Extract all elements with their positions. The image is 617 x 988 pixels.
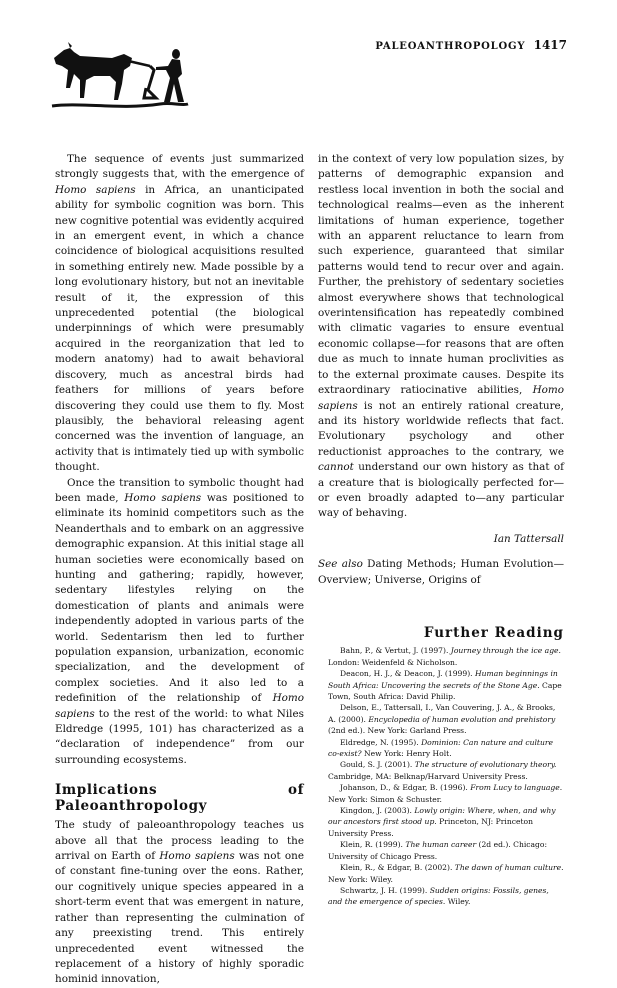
text-run: was positioned to eliminate its hominid competitors such as the Neanderthals and to embark on an aggressive demographic expansion. At this initial stage all human societies were economically based on hunting and gathering; rapidly, however, sedentary lifestyles relying on the domestication of plants and animals were independently adopted in various parts of the world. Sedentarism then led to further population expansion, urbanization, economic specialization, and the development of complex societies. And it also led to a redefinition of the relationship of bbox=[55, 491, 305, 705]
running-header bbox=[375, 38, 567, 52]
text-run: Eldredge, N. (1995). bbox=[340, 737, 422, 747]
text-run: Delson, E., Tattersall, I., Van Couvering, J. A., & Brooks, A. (2000). bbox=[328, 703, 556, 724]
italic-text: The structure of evolutionary theory. bbox=[414, 760, 557, 770]
text-run: Klein, R. (1999). bbox=[340, 840, 406, 850]
text-run: Kingdon, J. (2003). bbox=[340, 806, 415, 816]
italic-text: The human career bbox=[405, 840, 477, 850]
reference-item bbox=[318, 702, 564, 736]
italic-text: Journey through the ice age. bbox=[450, 646, 561, 656]
reference-item bbox=[318, 668, 564, 702]
text-run: Johanson, D., & Edgar, B. (1996). bbox=[340, 783, 471, 793]
italic-text: cannot bbox=[318, 461, 354, 474]
text-run: Gould, S. J. (2001). bbox=[340, 760, 415, 770]
text-run: New York: Henry Holt. bbox=[361, 749, 452, 759]
text-run: Deacon, H. J., & Deacon, J. (1999). bbox=[340, 669, 475, 679]
body-paragraph bbox=[318, 152, 564, 522]
italic-text: Lowly origin: Where, when, and why our ancestors first stood up. bbox=[328, 806, 556, 827]
text-run: The study of paleoanthropology teaches us above all that the process leading to the arrival on Earth of bbox=[55, 819, 304, 863]
reference-item bbox=[318, 805, 564, 839]
text-run: (2nd ed.). New York: Garland Press. bbox=[328, 726, 467, 736]
reference-item bbox=[318, 759, 564, 782]
italic-text: From Lucy to language. bbox=[470, 783, 563, 793]
see-also bbox=[318, 557, 564, 588]
text-run: was not one of constant fine-tuning over the eons. Rather, our cognitively unique species appeared in a short-term event that was emergent in nature, rather than representing the culmination of any preexisting trend. This entirely unprecedented event witnessed the replacement of a history of highly sporadic hominid innovation, bbox=[55, 850, 304, 986]
reference-list bbox=[318, 645, 564, 907]
italic-text: Homo sapiens bbox=[124, 491, 202, 504]
text-run: Cambridge, MA: Belknap/Harvard University Press. bbox=[328, 771, 528, 781]
text-run: Dating Methods; Human Evolution—Overview; Universe, Origins of bbox=[318, 558, 564, 586]
body-paragraph bbox=[55, 476, 304, 769]
italic-text: Encyclopedia of human evolution and prehistory bbox=[368, 714, 556, 724]
body-paragraph bbox=[55, 818, 304, 987]
italic-text: Human beginnings in South Africa: Uncovering the secrets of the Stone Age. bbox=[328, 669, 558, 690]
further-reading-heading: Further Reading bbox=[423, 624, 564, 641]
text-run: Wiley. bbox=[445, 897, 471, 907]
reference-item bbox=[318, 645, 564, 668]
left-column bbox=[55, 152, 304, 988]
reference-item bbox=[318, 737, 564, 760]
text-run: in the context of very low population sizes, by patterns of demographic expansion and restless local invention in both the social and technological realms—even as the inherent limitations of human experience, together with an apparent reluctance to learn from such experience, guaranteed that similar patterns would tend to recur over and again. Further, the prehistory of sedentary societies almost everywhere shows that technological overintensification has repeatedly combined with climatic vagaries to ensure eventual economic collapse—for reasons that are often due as much to innate human proclivities as to the external proximate causes. Despite its extraordinary ratiocinative abilities, bbox=[318, 153, 564, 397]
reference-item bbox=[318, 782, 564, 805]
italic-text: Homo sapiens bbox=[55, 692, 304, 720]
text-run: New York: Wiley. bbox=[328, 874, 393, 884]
text-run: understand our own history as that of a creature that is biologically perfected for—or even broadly adapted to—any particular way of behaving. bbox=[318, 461, 564, 520]
running-title: PALEOANTHROPOLOGY bbox=[375, 41, 526, 52]
right-column bbox=[318, 152, 564, 908]
text-run: Cape Town, South Africa: David Philip. bbox=[328, 680, 562, 701]
author-signature: Ian Tattersall bbox=[493, 532, 564, 545]
text-run: (2d ed.). Chicago: University of Chicago Press. bbox=[328, 840, 548, 861]
page-number: 1417 bbox=[533, 38, 567, 52]
body-paragraph bbox=[55, 152, 304, 476]
text-run: New York: Simon & Schuster. bbox=[328, 794, 442, 804]
italic-text: Homo sapiens bbox=[159, 850, 235, 863]
text-run: to the rest of the world: to what Niles Eldredge (1995, 101) has characterized as a “declaration of independence” from our surrounding ecosystems. bbox=[55, 707, 304, 766]
text-run: Klein, R., & Edgar, B. (2002). bbox=[340, 863, 455, 873]
italic-text: Homo sapiens bbox=[55, 183, 136, 196]
italic-text: See also bbox=[318, 558, 363, 571]
italic-text: Dominion: Can nature and culture co-exist? bbox=[328, 737, 553, 759]
text-run: London: Weidenfeld & Nicholson. bbox=[328, 657, 458, 667]
italic-text: The dawn of human culture. bbox=[454, 863, 564, 873]
section-heading: Implications of Paleoanthropology bbox=[55, 782, 304, 815]
text-run: Schwartz, J. H. (1999). bbox=[340, 885, 430, 895]
italic-text: Homo sapiens bbox=[318, 384, 564, 412]
text-run: Princeton, NJ: Princeton University Press. bbox=[328, 817, 533, 838]
reference-item bbox=[318, 885, 564, 908]
reference-item bbox=[318, 862, 564, 885]
text-run: The sequence of events just summarized strongly suggests that, with the emergence of bbox=[55, 153, 304, 181]
cave-painting-plowing-icon bbox=[50, 40, 190, 112]
text-run: in Africa, an unanticipated ability for symbolic cognition was born. This new cognitive potential was evidently acquired in an emergent event, in which a chance coincidence of biological acquisitions resulted in something entirely new. Made possible by a long evolutionary history, but not an inevitable result of it, the expression of this unprecedented potential (the biological underpinnings of which were presumably acquired in the reorganization that led to modern anatomy) had to await behavioral discovery, much as ancestral birds had feathers for millions of years before discovering they could use them to fly. Most plausibly, the behavioral releasing agent concerned was the invention of language, an activity that is intimately tied up with symbolic thought. bbox=[55, 183, 305, 474]
reference-item bbox=[318, 839, 564, 862]
text-run: Bahn, P., & Vertut, J. (1997). bbox=[340, 646, 451, 656]
text-run: Once the transition to symbolic thought had been made, bbox=[55, 476, 304, 504]
text-run: is not an entirely rational creature, and its history worldwide reflects that fact. Evolutionary psychology and other reductionist approaches to the contrary, we bbox=[318, 399, 564, 458]
italic-text: Sudden origins: Fossils, genes, and the emergence of species. bbox=[328, 885, 549, 907]
